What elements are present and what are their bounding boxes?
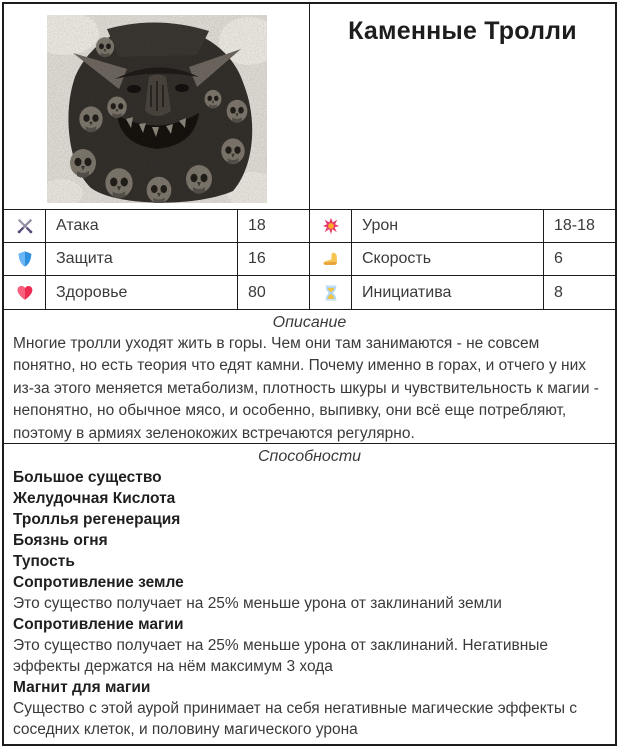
ability-text: Существо с этой аурой принимает на себя негативные магические эффекты с соседних клеток, и половину магического урона xyxy=(13,700,578,738)
stat-row-attack xyxy=(4,210,309,243)
ability-name: Троллья регенерация xyxy=(13,511,181,528)
shield-icon xyxy=(4,243,46,275)
ability-item xyxy=(13,614,606,677)
card-header-row xyxy=(4,4,615,210)
creature-title: Каменные Тролли xyxy=(348,17,577,45)
ability-item xyxy=(13,467,606,488)
stat-value-defense: 16 xyxy=(237,243,309,275)
ability-name: Желудочная Кислота xyxy=(13,490,176,507)
stat-row-damage xyxy=(310,210,615,243)
ability-text: Это существо получает на 25% меньше урона от заклинаний. Негативные эффекты держатся на нём максимум 3 хода xyxy=(13,637,549,675)
heart-icon xyxy=(4,276,46,309)
stat-label-attack: Атака xyxy=(56,217,99,234)
stats-right-column xyxy=(310,210,615,309)
stat-label-defense: Защита xyxy=(56,250,113,267)
stats-left-column xyxy=(4,210,310,309)
stats-table xyxy=(4,210,615,310)
description-text: Многие тролли уходят жить в горы. Чем они там занимаются - не совсем понятно, но есть теория что едят камни. Почему именно в горах, и отчего у них из-за этого меняется метаболизм, плотность шкуры и чувствительность к магии - непонятно, но обычное мясо, и особенно, выпивку, они всё еще потребляют, поэтому в армиях зеленокожих встречаются регулярно. xyxy=(13,335,599,442)
stat-value-health: 80 xyxy=(237,276,309,309)
ability-item xyxy=(13,509,606,530)
abilities-header: Способности xyxy=(257,448,362,465)
stat-label-initiative: Инициатива xyxy=(362,283,452,301)
stat-label-damage: Урон xyxy=(362,217,399,234)
ability-item xyxy=(13,530,606,551)
collision-burst-icon xyxy=(310,210,352,242)
ability-text: Это существо получает на 25% меньше урона от заклинаний земли xyxy=(13,595,502,612)
ability-name: Сопротивление магии xyxy=(13,616,184,633)
foot-icon xyxy=(310,243,352,275)
title-cell xyxy=(310,4,615,209)
stat-value-speed: 6 xyxy=(543,243,615,275)
ability-name: Сопротивление земле xyxy=(13,574,184,591)
stat-value-initiative: 8 xyxy=(543,276,615,309)
stat-row-speed xyxy=(310,243,615,276)
ability-item xyxy=(13,677,606,740)
ability-name: Магнит для магии xyxy=(13,679,151,696)
stat-label-speed: Скорость xyxy=(362,250,432,267)
stat-row-health xyxy=(4,276,309,309)
ability-item xyxy=(13,551,606,572)
creature-portrait-image xyxy=(47,15,267,203)
stat-label-health: Здоровье xyxy=(56,283,128,301)
ability-name: Большое существо xyxy=(13,469,162,486)
crossed-swords-icon xyxy=(4,210,46,242)
creature-card xyxy=(2,2,617,746)
stat-row-defense xyxy=(4,243,309,276)
description-header: Описание xyxy=(272,314,347,331)
description-section xyxy=(4,310,615,444)
ability-item xyxy=(13,572,606,614)
ability-name: Боязнь огня xyxy=(13,532,108,549)
portrait-cell xyxy=(4,4,310,209)
hourglass-icon xyxy=(310,276,352,309)
ability-item xyxy=(13,488,606,509)
ability-name: Тупость xyxy=(13,553,75,570)
abilities-section xyxy=(4,444,615,744)
stat-value-attack: 18 xyxy=(237,210,309,242)
stat-row-initiative xyxy=(310,276,615,309)
stat-value-damage: 18-18 xyxy=(543,210,615,242)
